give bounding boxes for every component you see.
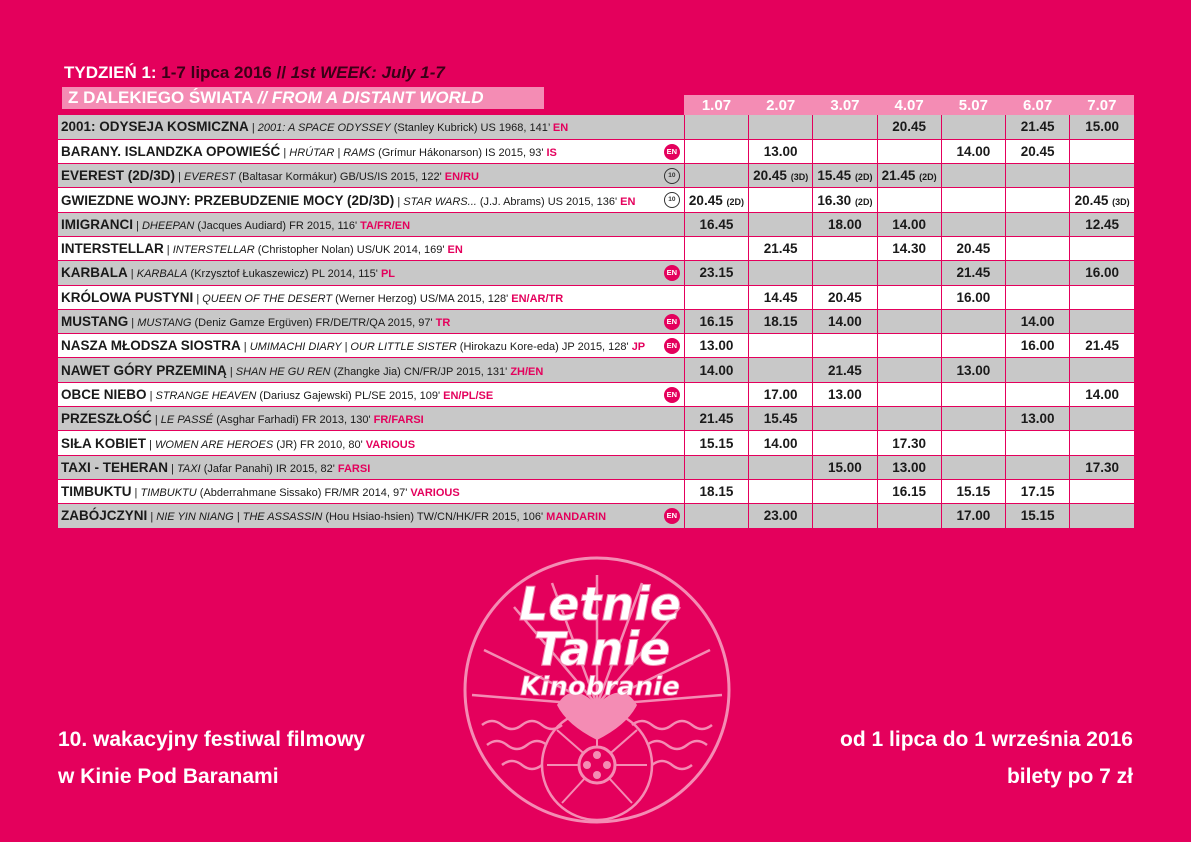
showtime-cell: 13.00 — [941, 358, 1005, 382]
showtime-cell: 13.00 — [877, 455, 941, 479]
showtime-cell — [1070, 285, 1134, 309]
film-language: IS — [546, 146, 557, 159]
schedule-body — [58, 115, 1134, 528]
showtime-cell — [813, 115, 877, 139]
showtime-cell: 13.00 — [813, 382, 877, 406]
week-en-label: 1st WEEK: — [290, 63, 377, 82]
film-meta: (JR) FR 2010, 80' — [276, 438, 363, 451]
showtime-cell: 21.45 (2D) — [877, 164, 941, 188]
showtime-cell: 17.00 — [749, 382, 813, 406]
showtime-cell: 17.30 — [1070, 455, 1134, 479]
showtime-cell: 16.00 — [1070, 261, 1134, 285]
showtime-cell: 15.00 — [813, 455, 877, 479]
table-row — [58, 188, 1134, 212]
film-title: IMIGRANCI — [61, 216, 133, 232]
showtime-cell — [1070, 139, 1134, 163]
day-header: 6.07 — [1006, 95, 1070, 115]
section-separator: // — [257, 88, 267, 107]
film-title-cell: IMIGRANCI | DHEEPAN (Jacques Audiard) FR 2015, 116' TA/FR/EN — [58, 212, 684, 236]
showtime-cell — [813, 139, 877, 163]
table-row — [58, 285, 1134, 309]
showtime-cell — [877, 334, 941, 358]
showtime-cell — [684, 382, 748, 406]
showtime-cell: 20.45 (3D) — [1070, 188, 1134, 212]
original-title: 2001: A SPACE ODYSSEY — [257, 122, 391, 135]
showtime-cell: 16.15 — [877, 479, 941, 503]
showtime-cell: 16.00 — [1006, 334, 1070, 358]
showtime-cell — [1070, 407, 1134, 431]
showtime-cell: 15.45 — [749, 407, 813, 431]
film-language: FARSI — [337, 462, 371, 475]
age-rating-icon: 10 — [664, 192, 680, 208]
showtime-cell: 23.15 — [684, 261, 748, 285]
film-language: MANDARIN — [546, 511, 607, 524]
showtime-cell — [1070, 164, 1134, 188]
original-title: TIMBUKTU — [140, 487, 197, 500]
table-row — [58, 431, 1134, 455]
week-pl-dates: 1-7 lipca 2016 — [161, 63, 272, 82]
original-title: UMIMACHI DIARY | OUR LITTLE SISTER — [249, 341, 457, 354]
film-title: KARBALA — [61, 265, 128, 281]
showtime-cell — [749, 455, 813, 479]
original-title: MUSTANG — [137, 317, 192, 330]
film-title: EVEREST (2D/3D) — [61, 168, 176, 184]
showtime-cell: 20.45 — [941, 236, 1005, 260]
film-title: PRZESZŁOŚĆ — [61, 411, 152, 427]
showtime-cell: 14.00 — [941, 139, 1005, 163]
showtime-cell: 17.15 — [1006, 479, 1070, 503]
film-meta: (Stanley Kubrick) US 1968, 141’ — [393, 122, 550, 135]
showtime-cell — [749, 115, 813, 139]
showtime-cell — [941, 188, 1005, 212]
table-row — [58, 212, 1134, 236]
film-language: TR — [435, 317, 451, 330]
showtime-cell: 21.45 — [941, 261, 1005, 285]
showtime-cell: 16.45 — [684, 212, 748, 236]
header-blank — [58, 95, 684, 115]
showtime-cell — [1070, 358, 1134, 382]
day-header: 3.07 — [813, 95, 877, 115]
en-subtitles-icon: EN — [664, 387, 680, 403]
showtime-cell — [684, 139, 748, 163]
film-meta: (Hou Hsiao-hsien) TW/CN/HK/FR 2015, 106' — [325, 511, 544, 524]
original-title: EVEREST — [184, 171, 236, 184]
footer-right-line1: od 1 lipca do 1 września 2016 — [840, 728, 1133, 751]
film-meta: (Werner Herzog) US/MA 2015, 128' — [335, 292, 509, 305]
showtime-cell: 13.00 — [749, 139, 813, 163]
showtime-cell: 20.45 — [877, 115, 941, 139]
film-language: VARIOUS — [410, 487, 460, 500]
showtime-cell — [749, 358, 813, 382]
day-header: 1.07 — [684, 95, 748, 115]
film-language: EN — [552, 122, 569, 135]
film-title: 2001: ODYSEJA KOSMICZNA — [61, 119, 249, 135]
showtime-cell — [1070, 236, 1134, 260]
film-title: NAWET GÓRY PRZEMINĄ — [61, 362, 227, 378]
showtime-cell: 21.45 — [1006, 115, 1070, 139]
film-title-cell: PRZESZŁOŚĆ | LE PASSÉ (Asghar Farhadi) FR 2013, 130' FR/FARSI — [58, 407, 684, 431]
film-title-cell: TIMBUKTU | TIMBUKTU (Abderrahmane Sissako) FR/MR 2014, 97' VARIOUS — [58, 479, 684, 503]
en-subtitles-icon: EN — [664, 144, 680, 160]
film-title: GWIEZDNE WOJNY: PRZEBUDZENIE MOCY (2D/3D) — [61, 192, 395, 208]
en-subtitles-icon: EN — [664, 338, 680, 354]
film-title: MUSTANG — [61, 314, 129, 330]
showtime-cell — [941, 309, 1005, 333]
table-row — [58, 115, 1134, 139]
film-title-cell: KRÓLOWA PUSTYNI | QUEEN OF THE DESERT (Werner Herzog) US/MA 2015, 128' EN/AR/TR — [58, 285, 684, 309]
film-language: TA/FR/EN — [360, 219, 411, 232]
film-title-cell: SIŁA KOBIET | WOMEN ARE HEROES (JR) FR 2010, 80' VARIOUS — [58, 431, 684, 455]
film-title-cell: KARBALA | KARBALA (Krzysztof Łukaszewicz) PL 2014, 115' PL EN — [58, 261, 684, 285]
showtime-cell — [1006, 212, 1070, 236]
showtime-cell — [813, 236, 877, 260]
section-title-pl: Z DALEKIEGO ŚWIATA — [68, 88, 253, 107]
showtime-cell — [813, 431, 877, 455]
showtime-cell — [749, 212, 813, 236]
showtime-cell — [941, 382, 1005, 406]
film-title-cell: TAXI - TEHERAN | TAXI (Jafar Panahi) IR 2015, 82' FARSI — [58, 455, 684, 479]
showtime-cell — [941, 115, 1005, 139]
week-en-dates: July 1-7 — [381, 63, 445, 82]
film-meta: (J.J. Abrams) US 2015, 136' — [479, 195, 618, 208]
showtime-cell: 17.00 — [941, 504, 1005, 528]
showtime-cell — [1006, 188, 1070, 212]
showtime-cell: 16.30 (2D) — [813, 188, 877, 212]
showtime-cell — [1006, 285, 1070, 309]
schedule-table — [58, 95, 1134, 529]
showtime-cell: 14.00 — [1006, 309, 1070, 333]
film-meta: (Krzysztof Łukaszewicz) PL 2014, 115' — [190, 268, 378, 281]
film-title-cell: ZABÓJCZYNI | NIE YIN NIANG | THE ASSASSIN (Hou Hsiao-hsien) TW/CN/HK/FR 2015, 106' MANDARIN EN — [58, 504, 684, 528]
showtime-cell — [877, 309, 941, 333]
film-title-cell: EVEREST (2D/3D) | EVEREST (Baltasar Kormákur) GB/US/IS 2015, 122' EN/RU 10 — [58, 164, 684, 188]
showtime-cell — [941, 334, 1005, 358]
showtime-cell: 20.45 (2D) — [684, 188, 748, 212]
day-header: 4.07 — [877, 95, 941, 115]
table-row — [58, 479, 1134, 503]
logo-line3: Kinobranie — [520, 672, 680, 702]
original-title: STRANGE HEAVEN — [155, 389, 257, 402]
original-title: INTERSTELLAR — [172, 244, 255, 257]
week-separator: // — [276, 63, 287, 82]
film-title: SIŁA KOBIET — [61, 435, 147, 451]
film-language: FR/FARSI — [373, 414, 424, 427]
footer-right-line2: bilety po 7 zł — [1006, 765, 1133, 788]
showtime-cell — [813, 504, 877, 528]
film-language: VARIOUS — [365, 438, 416, 451]
logo-line1: Letnie — [518, 577, 682, 631]
film-title-cell: GWIEZDNE WOJNY: PRZEBUDZENIE MOCY (2D/3D) | STAR WARS... (J.J. Abrams) US 2015, 136' EN 10 — [58, 188, 684, 212]
film-language: ZH/EN — [510, 365, 544, 378]
film-title: NASZA MŁODSZA SIOSTRA — [61, 338, 241, 354]
showtime-cell: 16.15 — [684, 309, 748, 333]
showtime-cell: 18.00 — [813, 212, 877, 236]
showtime-cell: 14.45 — [749, 285, 813, 309]
en-subtitles-icon: EN — [664, 508, 680, 524]
showtime-cell: 15.45 (2D) — [813, 164, 877, 188]
table-row — [58, 455, 1134, 479]
footer-left-line2: w Kinie Pod Baranami — [58, 765, 279, 788]
film-meta: (Baltasar Kormákur) GB/US/IS 2015, 122' — [238, 171, 442, 184]
day-header: 5.07 — [941, 95, 1005, 115]
original-title: HRÚTAR | RAMS — [289, 146, 376, 159]
film-language: EN/RU — [444, 171, 479, 184]
day-header-row — [58, 95, 1134, 115]
showtime-cell — [941, 455, 1005, 479]
day-header: 7.07 — [1070, 95, 1134, 115]
showtime-cell — [1006, 164, 1070, 188]
showtime-cell: 14.00 — [877, 212, 941, 236]
original-title: NIE YIN NIANG | THE ASSASSIN — [156, 511, 323, 524]
showtime-cell: 12.45 — [1070, 212, 1134, 236]
showtime-cell — [749, 188, 813, 212]
age-rating-icon: 10 — [664, 168, 680, 184]
week-pl-label: TYDZIEŃ 1: — [64, 63, 157, 82]
showtime-cell — [684, 455, 748, 479]
film-title-cell: OBCE NIEBO | STRANGE HEAVEN (Dariusz Gajewski) PL/SE 2015, 109' EN/PL/SE EN — [58, 382, 684, 406]
showtime-cell — [1006, 455, 1070, 479]
en-subtitles-icon: EN — [664, 314, 680, 330]
original-title: TAXI — [176, 462, 201, 475]
original-title: STAR WARS... — [403, 195, 477, 208]
section-title-en: FROM A DISTANT WORLD — [271, 88, 484, 107]
showtime-cell — [684, 115, 748, 139]
table-row — [58, 309, 1134, 333]
showtime-cell: 18.15 — [749, 309, 813, 333]
showtime-cell: 16.00 — [941, 285, 1005, 309]
original-title: KARBALA — [136, 268, 188, 281]
showtime-cell: 14.00 — [813, 309, 877, 333]
film-title: TAXI - TEHERAN — [61, 459, 168, 475]
original-title: QUEEN OF THE DESERT — [202, 292, 333, 305]
showtime-cell — [1070, 504, 1134, 528]
festival-logo — [462, 555, 732, 825]
showtime-cell — [877, 504, 941, 528]
film-title-cell: 2001: ODYSEJA KOSMICZNA | 2001: A SPACE ODYSSEY (Stanley Kubrick) US 1968, 141’ EN — [58, 115, 684, 139]
showtime-cell: 21.45 — [749, 236, 813, 260]
film-title-cell: NAWET GÓRY PRZEMINĄ | SHAN HE GU REN (Zhangke Jia) CN/FR/JP 2015, 131' ZH/EN — [58, 358, 684, 382]
showtime-cell: 17.30 — [877, 431, 941, 455]
footer-left-line1: 10. wakacyjny festiwal filmowy — [58, 728, 365, 751]
table-row — [58, 407, 1134, 431]
showtime-cell: 21.45 — [813, 358, 877, 382]
film-meta: (Grímur Hákonarson) IS 2015, 93' — [378, 146, 544, 159]
showtime-cell — [813, 407, 877, 431]
table-row — [58, 334, 1134, 358]
showtime-cell: 23.00 — [749, 504, 813, 528]
table-row — [58, 358, 1134, 382]
showtime-cell — [1006, 236, 1070, 260]
showtime-cell — [941, 407, 1005, 431]
showtime-cell — [1006, 261, 1070, 285]
table-row — [58, 236, 1134, 260]
table-row — [58, 504, 1134, 528]
film-language: EN/PL/SE — [443, 389, 494, 402]
film-meta: (Zhangke Jia) CN/FR/JP 2015, 131' — [333, 365, 508, 378]
table-row — [58, 164, 1134, 188]
original-title: SHAN HE GU REN — [235, 365, 331, 378]
showtime-cell — [941, 431, 1005, 455]
showtime-cell — [1006, 382, 1070, 406]
showtime-cell: 20.45 — [813, 285, 877, 309]
showtime-cell — [877, 188, 941, 212]
showtime-cell: 21.45 — [684, 407, 748, 431]
film-title-cell: INTERSTELLAR | INTERSTELLAR (Christopher Nolan) US/UK 2014, 169' EN — [58, 236, 684, 260]
showtime-cell — [1070, 431, 1134, 455]
film-title: OBCE NIEBO — [61, 386, 147, 402]
showtime-cell: 18.15 — [684, 479, 748, 503]
film-meta: (Hirokazu Kore-eda) JP 2015, 128' — [459, 341, 629, 354]
showtime-cell — [877, 407, 941, 431]
table-row — [58, 382, 1134, 406]
film-meta: (Jafar Panahi) IR 2015, 82' — [203, 462, 335, 475]
showtime-cell: 14.00 — [1070, 382, 1134, 406]
film-meta: (Jacques Audiard) FR 2015, 116' — [197, 219, 358, 232]
showtime-cell — [684, 164, 748, 188]
showtime-cell: 14.00 — [749, 431, 813, 455]
showtime-cell — [813, 261, 877, 285]
film-language: PL — [380, 268, 396, 281]
original-title: DHEEPAN — [141, 219, 195, 232]
showtime-cell — [749, 261, 813, 285]
showtime-cell — [1070, 479, 1134, 503]
showtime-cell: 15.00 — [1070, 115, 1134, 139]
table-row — [58, 139, 1134, 163]
showtime-cell — [877, 382, 941, 406]
film-meta: (Asghar Farhadi) FR 2013, 130' — [216, 414, 371, 427]
film-meta: (Dariusz Gajewski) PL/SE 2015, 109' — [259, 389, 441, 402]
showtime-cell — [813, 334, 877, 358]
showtime-cell: 13.00 — [1006, 407, 1070, 431]
showtime-cell — [941, 212, 1005, 236]
film-title: INTERSTELLAR — [61, 241, 164, 257]
film-language: EN/AR/TR — [511, 292, 564, 305]
showtime-cell — [684, 285, 748, 309]
showtime-cell: 15.15 — [941, 479, 1005, 503]
showtime-cell: 21.45 — [1070, 334, 1134, 358]
showtime-cell: 13.00 — [684, 334, 748, 358]
showtime-cell: 20.45 — [1006, 139, 1070, 163]
showtime-cell — [941, 164, 1005, 188]
showtime-cell: 20.45 (3D) — [749, 164, 813, 188]
film-language: EN — [447, 244, 463, 257]
film-title-cell: NASZA MŁODSZA SIOSTRA | UMIMACHI DIARY | OUR LITTLE SISTER (Hirokazu Kore-eda) JP 2015, 128' JP EN — [58, 334, 684, 358]
showtime-cell — [877, 285, 941, 309]
film-language: EN — [620, 195, 636, 208]
showtime-cell — [877, 261, 941, 285]
showtime-cell — [749, 479, 813, 503]
showtime-cell — [1070, 309, 1134, 333]
film-title: TIMBUKTU — [61, 484, 132, 500]
showtime-cell — [1006, 431, 1070, 455]
logo-line2: Tanie — [533, 622, 671, 676]
showtime-cell: 14.00 — [684, 358, 748, 382]
showtime-cell — [684, 504, 748, 528]
showtime-cell — [813, 479, 877, 503]
film-title-cell: MUSTANG | MUSTANG (Deniz Gamze Ergüven) FR/DE/TR/QA 2015, 97' TR EN — [58, 309, 684, 333]
original-title: LE PASSÉ — [160, 414, 214, 427]
table-row — [58, 261, 1134, 285]
showtime-cell: 14.30 — [877, 236, 941, 260]
film-title-cell: BARANY. ISLANDZKA OPOWIEŚĆ | HRÚTAR | RAMS (Grímur Hákonarson) IS 2015, 93' IS EN — [58, 139, 684, 163]
film-meta: (Deniz Gamze Ergüven) FR/DE/TR/QA 2015, 97' — [194, 317, 433, 330]
showtime-cell: 15.15 — [1006, 504, 1070, 528]
film-meta: (Christopher Nolan) US/UK 2014, 169' — [257, 244, 445, 257]
showtime-cell — [749, 334, 813, 358]
week-heading — [64, 63, 445, 83]
showtime-cell — [684, 236, 748, 260]
day-header: 2.07 — [749, 95, 813, 115]
showtime-cell — [1006, 358, 1070, 382]
showtime-cell: 15.15 — [684, 431, 748, 455]
film-title: ZABÓJCZYNI — [61, 508, 148, 524]
en-subtitles-icon: EN — [664, 265, 680, 281]
film-language: JP — [631, 341, 646, 354]
film-title: KRÓLOWA PUSTYNI — [61, 289, 194, 305]
showtime-cell — [877, 358, 941, 382]
film-title: BARANY. ISLANDZKA OPOWIEŚĆ — [61, 143, 281, 159]
showtime-cell — [877, 139, 941, 163]
film-meta: (Abderrahmane Sissako) FR/MR 2014, 97' — [199, 487, 408, 500]
original-title: WOMEN ARE HEROES — [155, 438, 274, 451]
